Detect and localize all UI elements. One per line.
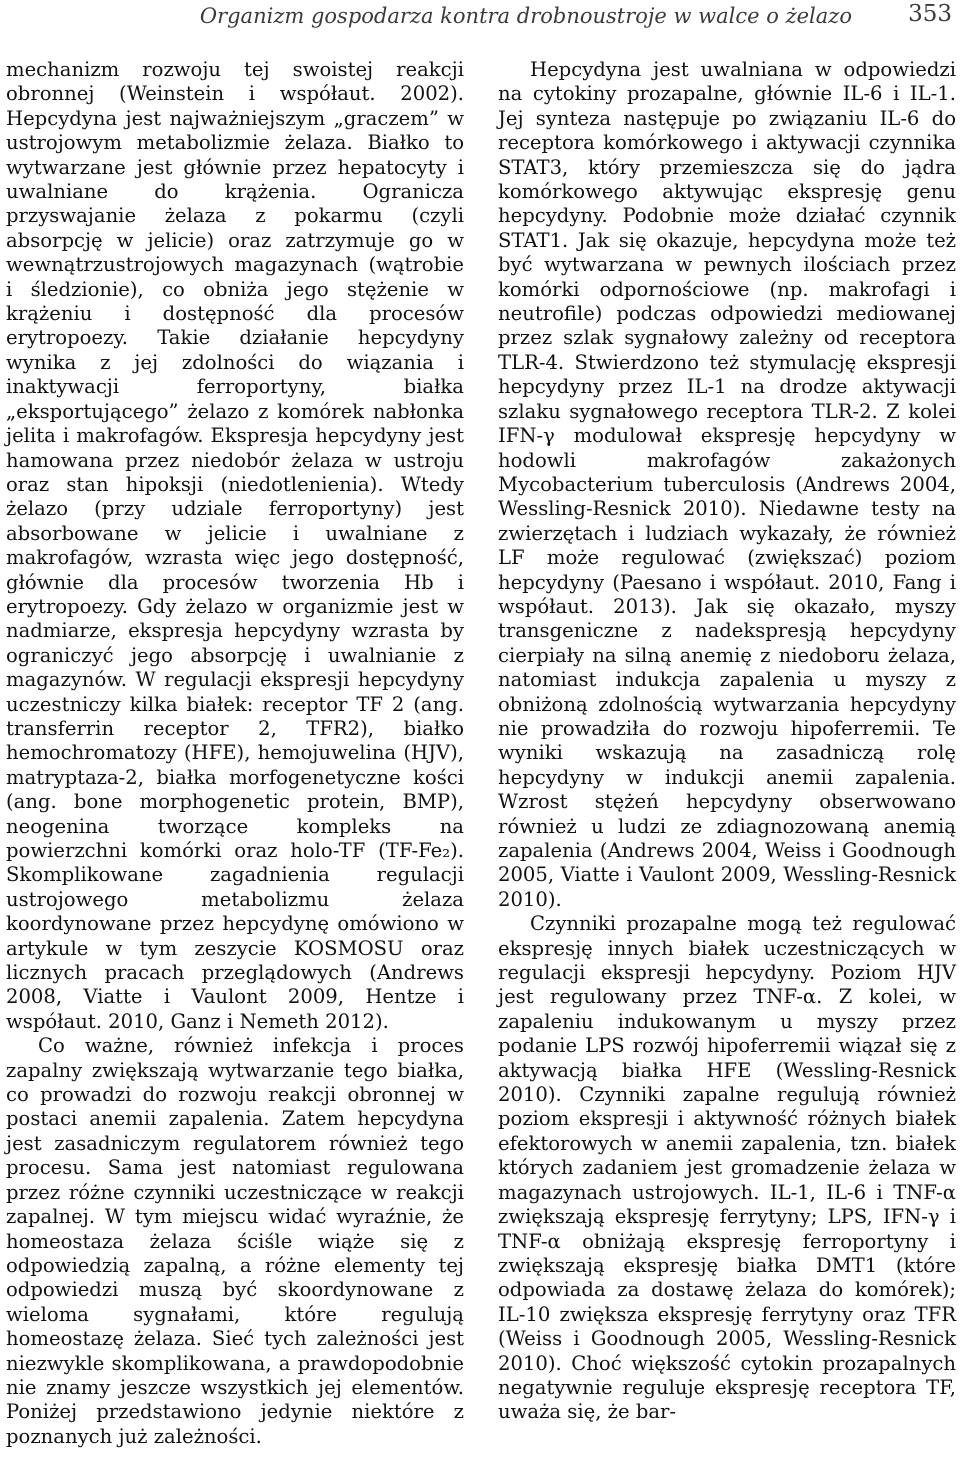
running-title: Organizm gospodarza kontra drobnoustroje w walce o żelazo: [199, 4, 852, 28]
paragraph: mechanizm rozwoju tej swoistej reakcji obronnej (Weinstein i współaut. 2002). Hepcydyna jest najważniejszym „graczem” w ustrojowym metabolizmie żelaza. Białko to wytwarzane jest głównie przez hepatocyty i uwalniane do krążenia. Ogranicza przyswajanie żelaza z pokarmu (czyli absorpcję w jelicie) oraz zatrzymuje go w wewnątrzustrojowych magazynach (wątrobie i śledzionie), co obniża jego stężenie w krążeniu i dostępność dla procesów erytropoezy. Takie działanie hepcydyny wynika z jej zdolności do wiązania i inaktywacji ferroportyny, białka „eksportującego” żelazo z komórek nabłonka jelita i makrofagów. Ekspresja hepcydyny jest hamowana przez niedobór żelaza w ustroju oraz stan hipoksji (niedotlenienia). Wtedy żelazo (przy udziale ferroportyny) jest absorbowane w jelicie i uwalniane z makrofagów, wzrasta więc jego dostępność, głównie dla procesów tworzenia Hb i erytropoezy. Gdy żelazo w organizmie jest w nadmiarze, ekspresja hepcydyny wzrasta by ograniczyć jego absorpcję i uwalnianie z magazynów. W regulacji ekspresji hepcydyny uczestniczy kilka białek: receptor TF 2 (ang. transferrin receptor 2, TFR2), białko hemochromatozy (HFE), hemojuwelina (HJV), matryptaza-2, białka morfogenetyczne kości (ang. bone morphogenetic protein, BMP), neogenina tworzące kompleks na powierzchni komórki oraz holo-TF (TF-Fe₂). Skomplikowane zagadnienia regulacji ustrojowego metabolizmu żelaza koordynowane przez hepcydynę omówiono w artykule w tym zeszycie KOSMOSU oraz licznych pracach przeglądowych (Andrews 2008, Viatte i Vaulont 2009, Hentze i współaut. 2010, Ganz i Nemeth 2012).: [6, 58, 464, 1033]
page-number: 353: [908, 1, 952, 27]
paragraph: Co ważne, również infekcja i proces zapalny zwiększają wytwarzanie tego białka, co prowadzi do rozwoju reakcji obronnej w postaci anemii zapalenia. Zatem hepcydyna jest zasadniczym regulatorem również tego procesu. Sama jest natomiast regulowana przez różne czynniki uczestniczące w reakcji zapalnej. W tym miejscu widać wyraźnie, że homeostaza żelaza ściśle wiąże się z odpowiedzią zapalną, a różne elementy tej odpowiedzi muszą być skoordynowane z wieloma sygnałami, które regulują homeostazę żelaza. Sieć tych zależności jest niezwykle skomplikowana, a prawdopodobnie nie znamy jeszcze wszystkich jej elementów. Poniżej przedstawiono jedynie niektóre z poznanych już zależności.: [6, 1034, 464, 1448]
left-column: [6, 58, 464, 1449]
paragraph: Czynniki prozapalne mogą też regulować ekspresję innych białek uczestniczących w regulacji ekspresji hepcydyny. Poziom HJV jest regulowany przez TNF-α. Z kolei, w zapaleniu indukowanym u myszy przez podanie LPS rozwój hipoferremii wiązał się z aktywacją białka HFE (Wessling-Resnick 2010). Czynniki zapalne regulują również poziom ekspresji i aktywność różnych białek efektorowych w anemii zapalenia, tzn. białek których zadaniem jest gromadzenie żelaza w magazynach ustrojowych. IL-1, IL-6 i TNF-α zwiększają ekspresję ferrytyny; LPS, IFN-γ i TNF-α obniżają ekspresję ferroportyny i zwiększają ekspresję białka DMT1 (które odpowiada za dostawę żelaza do komórek); IL-10 zwiększa ekspresję ferrytyny oraz TFR (Weiss i Goodnough 2005, Wessling-Resnick 2010). Choć większość cytokin prozapalnych negatywnie reguluje ekspresję receptora TF, uważa się, że bar-: [498, 912, 956, 1424]
paragraph: Hepcydyna jest uwalniana w odpowiedzi na cytokiny prozapalne, głównie IL-6 i IL-1. Jej synteza następuje po związaniu IL-6 do receptora komórkowego i aktywacji czynnika STAT3, który przemieszcza się do jądra komórkowego aktywując ekspresję genu hepcydyny. Podobnie może działać czynnik STAT1. Jak się okazuje, hepcydyna może też być wytwarzana w pewnych ilościach przez komórki odpornościowe (np. makrofagi i neutrofile) podczas odpowiedzi mediowanej przez szlak sygnałowy zależny od receptora TLR-4. Stwierdzono też stymulację ekspresji hepcydyny przez IL-1 na drodze aktywacji szlaku sygnałowego receptora TLR-2. Z kolei IFN-γ modulował ekspresję hepcydyny w hodowli makrofagów zakażonych Mycobacterium tuberculosis (Andrews 2004, Wessling-Resnick 2010). Niedawne testy na zwierzętach i ludziach wykazały, że również LF może regulować (zwiększać) poziom hepcydyny (Paesano i współaut. 2010, Fang i współaut. 2013). Jak się okazało, myszy transgeniczne z nadekspresją hepcydyny cierpiały na silną anemię z niedoboru żelaza, natomiast indukcja zapalenia u myszy z obniżoną zdolnością wytwarzania hepcydyny nie prowadziła do rozwoju hipoferremii. Te wyniki wskazują na zasadniczą rolę hepcydyny w indukcji anemii zapalenia. Wzrost stężeń hepcydyny obserwowano również u ludzi ze zdiagnozowaną anemią zapalenia (Andrews 2004, Weiss i Goodnough 2005, Viatte i Vaulont 2009, Wessling-Resnick 2010).: [498, 58, 956, 911]
right-column: [498, 58, 956, 1425]
page-header: [0, 0, 960, 32]
